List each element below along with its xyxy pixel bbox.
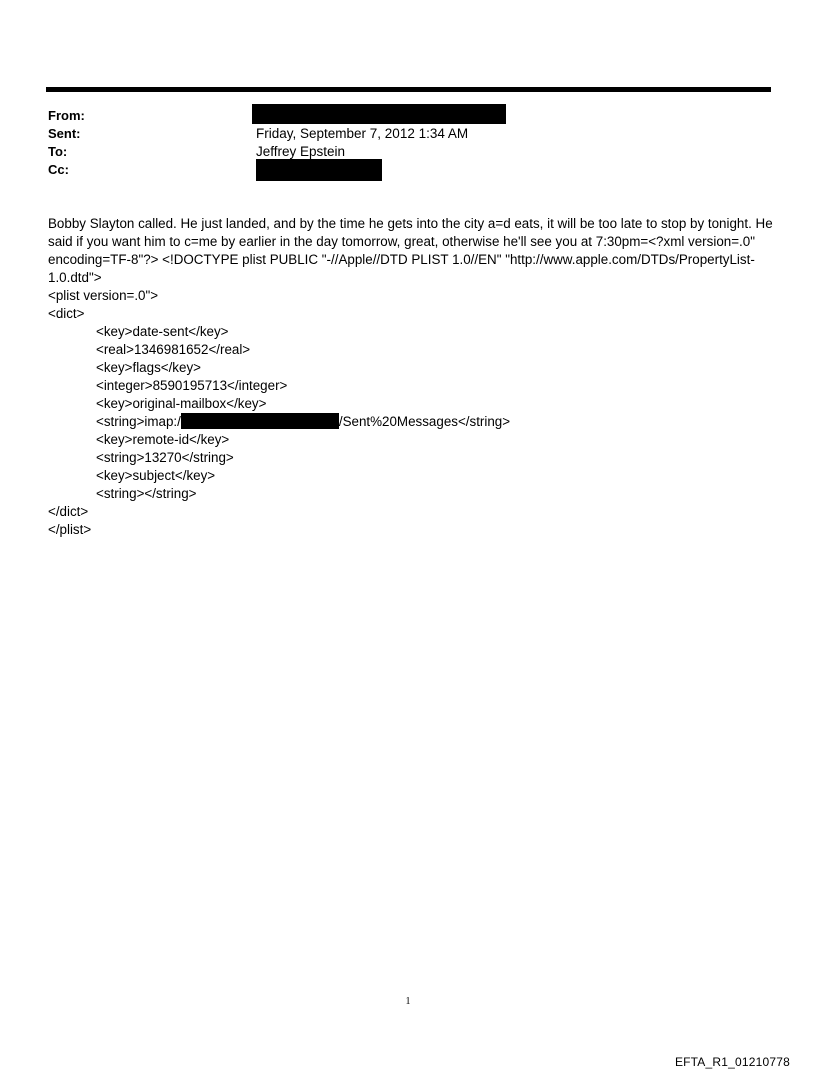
sent-value: Friday, September 7, 2012 1:34 AM xyxy=(256,126,469,141)
imap-suffix: /Sent%20Messages</string> xyxy=(338,414,511,429)
code-line: <dict> xyxy=(48,306,85,321)
code-line: <string>13270</string> xyxy=(96,450,234,465)
page-number: 1 xyxy=(405,996,411,1007)
header-divider xyxy=(46,87,771,92)
message-paragraph: Bobby Slayton called. He just landed, and by the time he gets into the city a=d eats, it will be too late to stop by tonight. He said if you want him to c=me by earlier in the day tomorrow, great, otherwise he'll see you at 7:30pm=<?xml version=.0" encoding=TF-8"?> <!DOCTYPE plist PUBLIC "-//Apple//DTD PLIST 1.0//EN" "http://www.apple.com/DTDs/PropertyList-1.0.dtd"> xyxy=(48,216,777,285)
mailbox-redaction xyxy=(181,413,339,429)
message-body xyxy=(48,215,778,539)
sent-label: Sent: xyxy=(48,126,81,141)
code-line: <real>1346981652</real> xyxy=(96,342,251,357)
code-line: </plist> xyxy=(48,522,92,537)
code-line: <key>date-sent</key> xyxy=(96,324,229,339)
code-line: <integer>8590195713</integer> xyxy=(96,378,288,393)
to-value: Jeffrey Epstein xyxy=(256,144,346,159)
code-line: <key>remote-id</key> xyxy=(96,432,230,447)
code-line-mailbox xyxy=(48,413,778,431)
from-redaction xyxy=(252,104,506,124)
imap-prefix: <string>imap:/ xyxy=(96,414,181,429)
code-line: </dict> xyxy=(48,504,89,519)
code-line: <key>flags</key> xyxy=(96,360,201,375)
to-label: To: xyxy=(48,144,68,159)
code-line: <plist version=.0"> xyxy=(48,288,159,303)
cc-label: Cc: xyxy=(48,162,69,177)
cc-redaction xyxy=(256,159,382,181)
from-label: From: xyxy=(48,108,85,123)
document-id: EFTA_R1_01210778 xyxy=(674,1055,790,1069)
code-line: <string></string> xyxy=(96,486,197,501)
code-line: <key>subject</key> xyxy=(96,468,216,483)
code-line: <key>original-mailbox</key> xyxy=(96,396,267,411)
